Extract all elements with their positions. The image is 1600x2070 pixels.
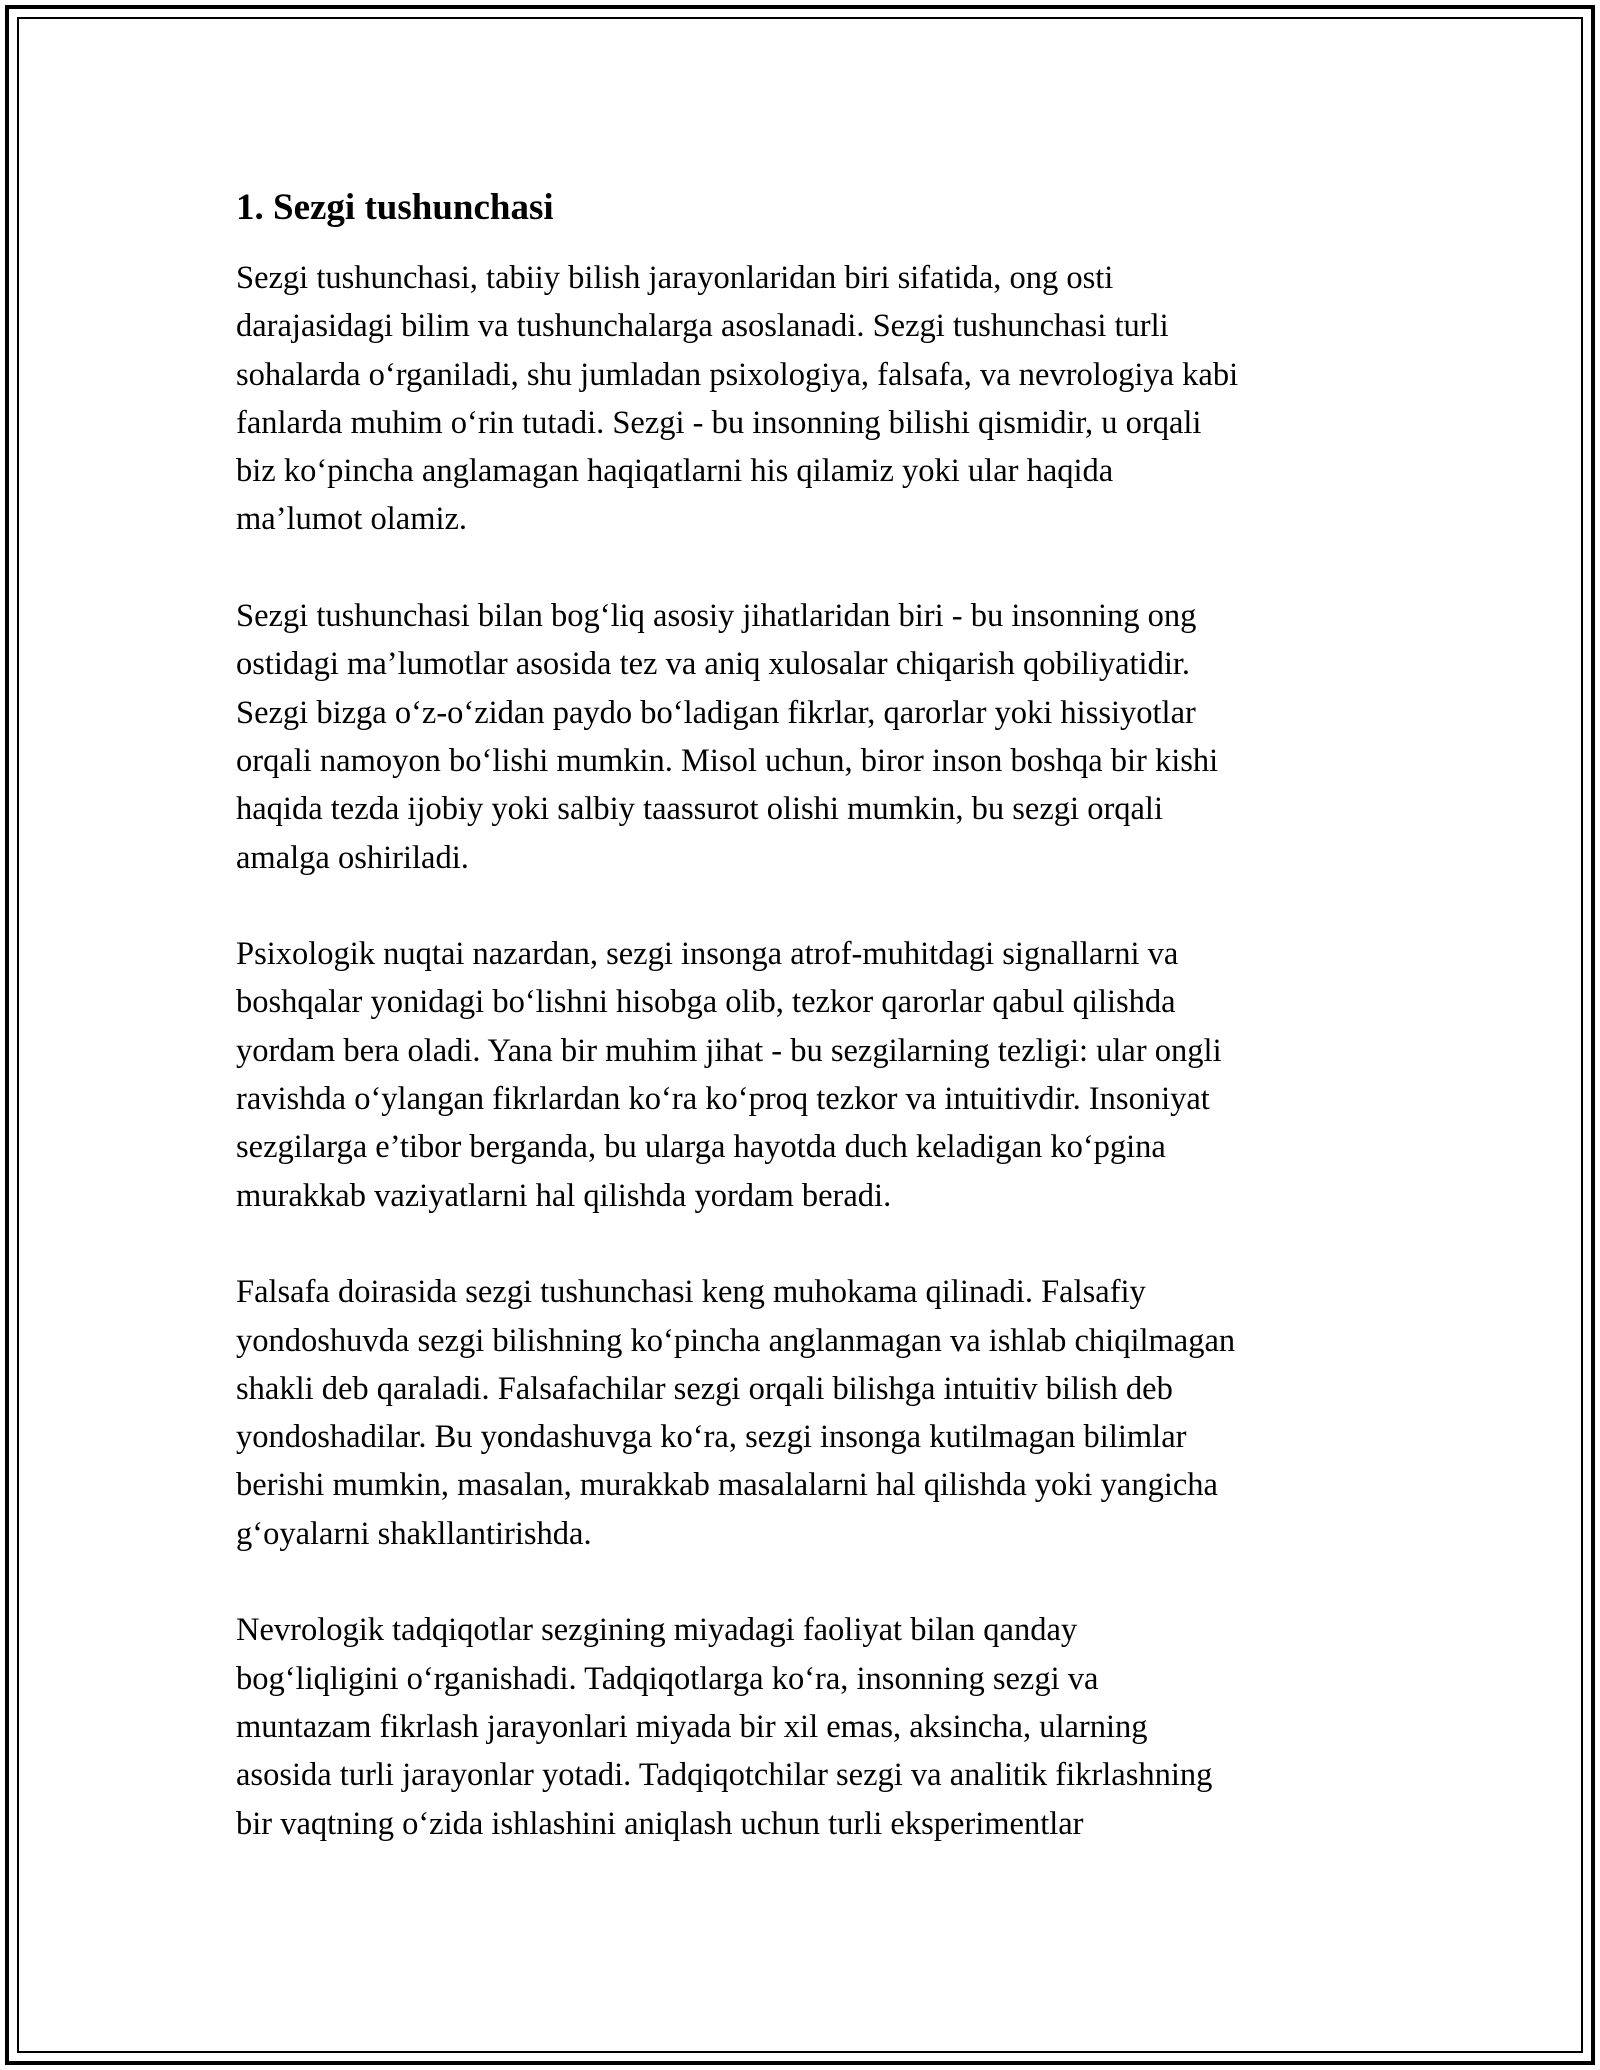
paragraph-line: bog‘liqligini o‘rganishadi. Tadqiqotlarga ko‘ra, insonning sezgi va <box>236 1660 1099 1697</box>
paragraph-line: shakli deb qaraladi. Falsafachilar sezgi orqali bilishga intuitiv bilish deb <box>236 1370 1173 1407</box>
paragraph-line: ravishda o‘ylangan fikrlardan ko‘ra ko‘proq tezkor va intuitivdir. Insoniyat <box>236 1081 1210 1118</box>
paragraph-line: fanlarda muhim o‘rin tutadi. Sezgi - bu insonning bilishi qismidir, u orqali <box>236 404 1202 441</box>
paragraph-4 <box>236 1268 1396 1558</box>
paragraph-line: orqali namoyon bo‘lishi mumkin. Misol uchun, biror inson boshqa bir kishi <box>236 742 1219 779</box>
paragraph-line: sohalarda o‘rganiladi, shu jumladan psixologiya, falsafa, va nevrologiya kabi <box>236 356 1239 393</box>
paragraph-line: bir vaqtning o‘zida ishlashini aniqlash uchun turli eksperimentlar <box>236 1805 1084 1842</box>
paragraph-line: boshqalar yonidagi bo‘lishni hisobga olib, tezkor qarorlar qabul qilishda <box>236 984 1176 1021</box>
paragraph-line: biz ko‘pincha anglamagan haqiqatlarni his qilamiz yoki ular haqida <box>236 453 1114 490</box>
paragraph-line: sezgilarga e’tibor berganda, bu ularga hayotda duch keladigan ko‘pgina <box>236 1129 1166 1166</box>
paragraph-line: ma’lumot olamiz. <box>236 501 468 538</box>
paragraph-line: Sezgi tushunchasi bilan bog‘liq asosiy jihatlaridan biri - bu insonning ong <box>236 598 1197 635</box>
paragraph-5 <box>236 1606 1396 1847</box>
paragraph-2 <box>236 592 1396 882</box>
paragraph-line: muntazam fikrlash jarayonlari miyada bir xil emas, aksincha, ularning <box>236 1708 1148 1745</box>
paragraph-line: murakkab vaziyatlarni hal qilishda yordam beradi. <box>236 1177 892 1214</box>
paragraph-line: haqida tezda ijobiy yoki salbiy taassurot olishi mumkin, bu sezgi orqali <box>236 791 1163 828</box>
paragraph-line: Psixologik nuqtai nazardan, sezgi insonga atrof-muhitdagi signallarni va <box>236 936 1179 973</box>
paragraph-3 <box>236 930 1396 1220</box>
paragraph-line: berishi mumkin, masalan, murakkab masalalarni hal qilishda yoki yangicha <box>236 1467 1218 1504</box>
paragraph-line: Nevrologik tadqiqotlar sezgining miyadagi faoliyat bilan qanday <box>236 1612 1078 1649</box>
paragraph-line: ostidagi ma’lumotlar asosida tez va aniq xulosalar chiqarish qobiliyatidir. <box>236 646 1191 683</box>
paragraph-line: Falsafa doirasida sezgi tushunchasi keng muhokama qilinadi. Falsafiy <box>236 1274 1146 1311</box>
paragraph-line: yordam bera oladi. Yana bir muhim jihat - bu sezgilarning tezligi: ular ongli <box>236 1032 1222 1069</box>
paragraph-line: asosida turli jarayonlar yotadi. Tadqiqotchilar sezgi va analitik fikrlashning <box>236 1757 1213 1794</box>
paragraph-line: darajasidagi bilim va tushunchalarga asoslanadi. Sezgi tushunchasi turli <box>236 308 1169 345</box>
document-body <box>236 184 1396 1896</box>
paragraph-line: amalga oshiriladi. <box>236 839 469 876</box>
paragraph-1 <box>236 254 1396 544</box>
paragraph-line: Sezgi bizga o‘z-o‘zidan paydo bo‘ladigan fikrlar, qarorlar yoki hissiyotlar <box>236 694 1196 731</box>
paragraph-line: yondoshadilar. Bu yondashuvga ko‘ra, sezgi insonga kutilmagan bilimlar <box>236 1419 1187 1456</box>
paragraph-line: yondoshuvda sezgi bilishning ko‘pincha anglanmagan va ishlab chiqilmagan <box>236 1322 1236 1359</box>
paragraph-line: Sezgi tushunchasi, tabiiy bilish jarayonlaridan biri sifatida, ong osti <box>236 260 1114 296</box>
section-heading: 1. Sezgi tushunchasi <box>236 187 554 228</box>
paragraph-line: g‘oyalarni shakllantirishda. <box>236 1515 592 1552</box>
